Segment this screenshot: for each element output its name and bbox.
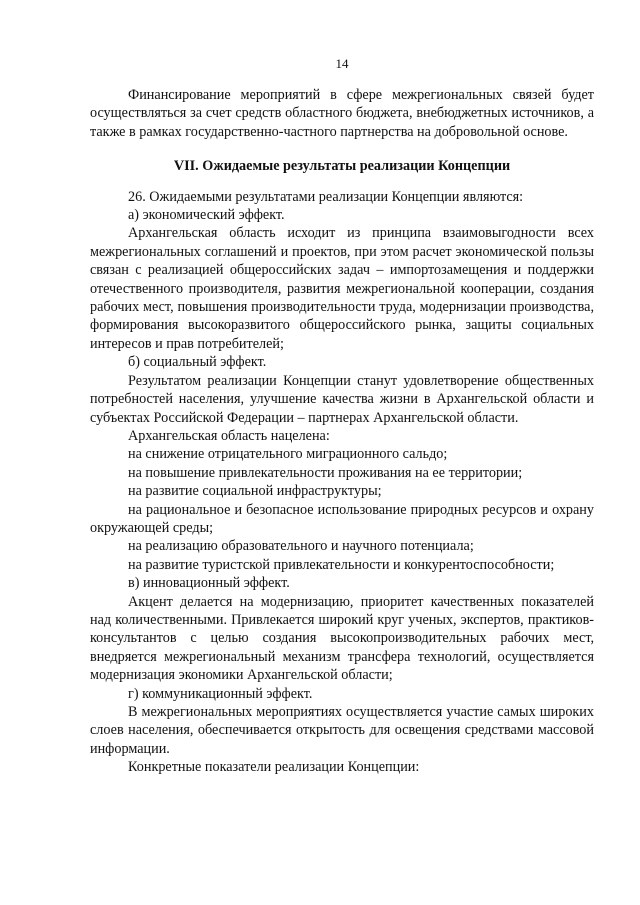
paragraph-item-26: 26. Ожидаемыми результатами реализации Концепции являются: (128, 188, 524, 205)
list-item-education: на реализацию образовательного и научного потенциала; (128, 538, 474, 555)
list-item-infrastructure: на развитие социальной инфраструктуры; (128, 483, 382, 500)
page-number: 14 (335, 56, 349, 71)
list-item-tourism: на развитие туристской привлекательности и конкурентоспособности; (128, 556, 555, 573)
paragraph-economic-effect-heading: а) экономический эффект. (128, 207, 285, 224)
paragraph-communication-effect: В межрегиональных мероприятиях осуществляется участие самых широких слоев населения, обеспечивается открытость для освещения средствами массовой информации. (90, 704, 594, 757)
section-title: VII. Ожидаемые результаты реализации Концепции (173, 158, 511, 175)
paragraph-indicators: Конкретные показатели реализации Концепции: (128, 759, 420, 776)
paragraph-communication-effect-heading: г) коммуникационный эффект. (128, 685, 313, 702)
paragraph-social-effect-heading: б) социальный эффект. (128, 354, 267, 371)
paragraph-financing: Финансирование мероприятий в сфере межрегиональных связей будет осуществляться за счет средств областного бюджета, внебюджетных источников, а также в рамках государственно-частного партнерства на добровольной основе. (90, 87, 594, 140)
list-item-migration: на снижение отрицательного миграционного сальдо; (128, 446, 448, 463)
paragraph-innovation-effect: Акцент делается на модернизацию, приоритет качественных показателей над количественными. Привлекается широкий круг ученых, экспертов, практиков-консультантов с целью создания высокопроизводительных рабочих мест, внедряется межрегиональный механизм трансфера технологий, осуществляется модернизация экономики Архангельской области; (90, 593, 594, 684)
paragraph-economic-effect: Архангельская область исходит из принципа взаимовыгодности всех межрегиональных соглашений и проектов, при этом расчет экономической пользы связан с реализацией общероссийских задач – импортозамещения и поддержки отечественного производителя, развития межрегиональной кооперации, создания рабочих мест, повышения производительности труда, модернизации производства, формирования высокоразвитого общероссийского рынка, защиты социальных интересов и прав потребителей; (90, 225, 594, 352)
paragraph-innovation-effect-heading: в) инновационный эффект. (128, 575, 290, 592)
paragraph-region-aims: Архангельская область нацелена: (128, 427, 330, 444)
list-item-resources: на рациональное и безопасное использование природных ресурсов и охрану окружающей среды; (90, 501, 594, 536)
paragraph-social-effect: Результатом реализации Концепции станут удовлетворение общественных потребностей населения, улучшение качества жизни в Архангельской области и субъектах Российской Федерации – партнерах Архангельской области. (90, 372, 594, 426)
list-item-attractiveness: на повышение привлекательности проживания на ее территории; (128, 464, 523, 481)
